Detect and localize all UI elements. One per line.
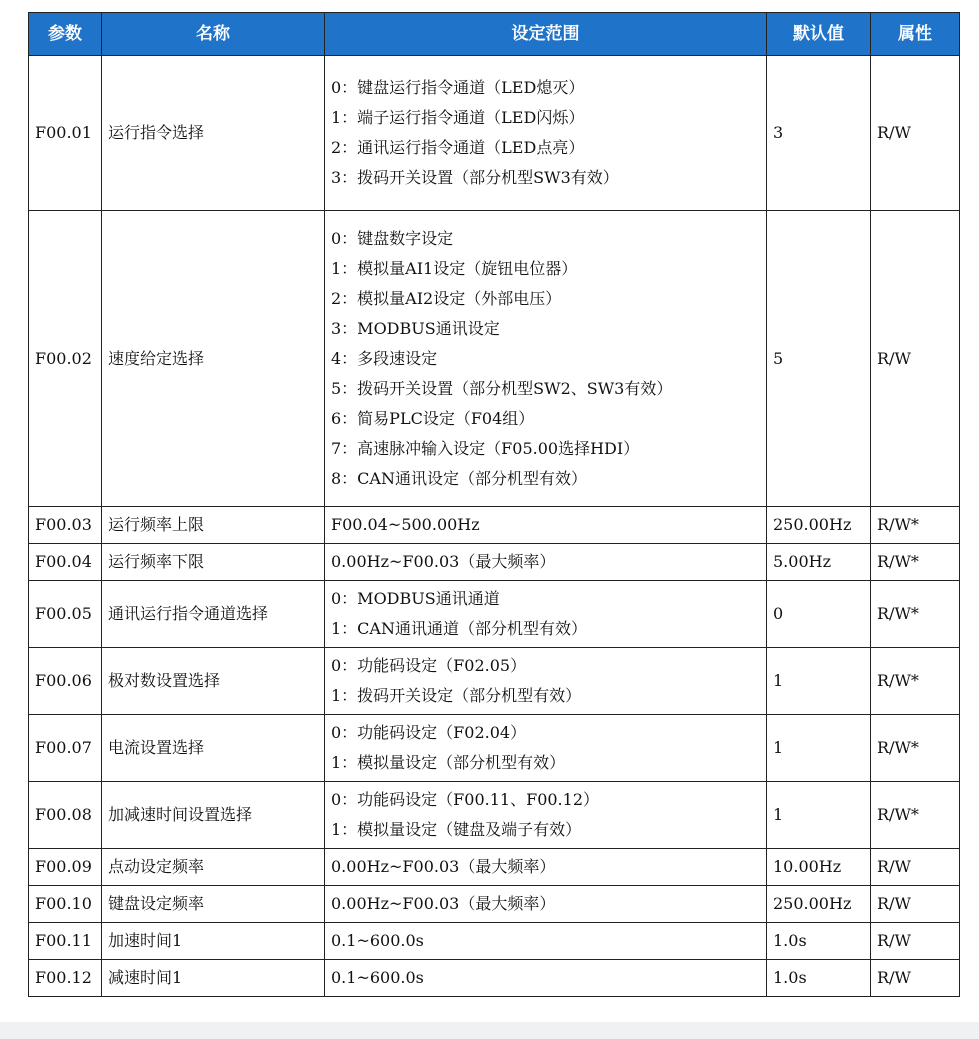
attribute-cell: R/W <box>871 923 960 960</box>
param-code-cell: F00.04 <box>29 544 102 581</box>
range-line: 0.1~600.0s <box>331 931 424 950</box>
default-value-cell: 5 <box>767 211 871 507</box>
range-line: 1：模拟量设定（键盘及端子有效） <box>331 820 582 839</box>
range-cell <box>325 849 767 886</box>
range-cell <box>325 544 767 581</box>
range-cell <box>325 782 767 849</box>
param-name-cell: 运行指令选择 <box>102 56 325 211</box>
table-row <box>29 960 960 997</box>
param-name-cell: 点动设定频率 <box>102 849 325 886</box>
range-line: 1：端子运行指令通道（LED闪烁） <box>331 108 585 127</box>
range-line: 4：多段速设定 <box>331 348 438 368</box>
attribute-cell: R/W <box>871 960 960 997</box>
range-line: 0.00Hz~F00.03（最大频率） <box>331 894 556 913</box>
table-row <box>29 544 960 581</box>
param-name-cell: 键盘设定频率 <box>102 886 325 923</box>
default-value-cell: 1 <box>767 648 871 715</box>
param-code-cell: F00.12 <box>29 960 102 997</box>
range-line: 0.00Hz~F00.03（最大频率） <box>331 857 556 876</box>
table-row <box>29 648 960 715</box>
param-name-cell: 减速时间1 <box>102 960 325 997</box>
range-line: 3：MODBUS通讯设定 <box>331 318 500 338</box>
default-value-cell: 1 <box>767 715 871 782</box>
attribute-cell: R/W* <box>871 507 960 544</box>
range-cell <box>325 648 767 715</box>
param-name-cell: 运行频率下限 <box>102 544 325 581</box>
range-cell <box>325 507 767 544</box>
range-cell <box>325 960 767 997</box>
table-row <box>29 849 960 886</box>
table-header-row <box>29 13 960 56</box>
header-attr: 属性 <box>871 13 960 56</box>
attribute-cell: R/W* <box>871 782 960 849</box>
param-code-cell: F00.05 <box>29 581 102 648</box>
table-body <box>29 56 960 997</box>
table-row <box>29 782 960 849</box>
range-line: 2：通讯运行指令通道（LED点亮） <box>331 138 585 157</box>
default-value-cell: 250.00Hz <box>767 507 871 544</box>
param-name-cell: 极对数设置选择 <box>102 648 325 715</box>
param-code-cell: F00.10 <box>29 886 102 923</box>
default-value-cell: 1.0s <box>767 960 871 997</box>
param-name-cell: 通讯运行指令通道选择 <box>102 581 325 648</box>
range-line: 1：拨码开关设定（部分机型有效） <box>331 686 582 705</box>
range-line: 0：键盘数字设定 <box>331 228 454 248</box>
range-cell <box>325 886 767 923</box>
page-bottom-fade <box>0 1022 979 1039</box>
param-code-cell: F00.03 <box>29 507 102 544</box>
param-name-cell: 速度给定选择 <box>102 211 325 507</box>
attribute-cell: R/W <box>871 849 960 886</box>
parameter-table-page <box>28 12 959 997</box>
table-row <box>29 507 960 544</box>
header-name: 名称 <box>102 13 325 56</box>
range-line: 0：MODBUS通讯通道 <box>331 589 500 608</box>
table-row <box>29 923 960 960</box>
table-row <box>29 715 960 782</box>
param-code-cell: F00.11 <box>29 923 102 960</box>
param-code-cell: F00.01 <box>29 56 102 211</box>
range-line: 1：CAN通讯通道（部分机型有效） <box>331 619 587 638</box>
range-line: 2：模拟量AI2设定（外部电压） <box>331 288 562 308</box>
range-cell <box>325 715 767 782</box>
param-code-cell: F00.07 <box>29 715 102 782</box>
param-name-cell: 电流设置选择 <box>102 715 325 782</box>
range-cell <box>325 923 767 960</box>
param-name-cell: 加减速时间设置选择 <box>102 782 325 849</box>
range-line: 5：拨码开关设置（部分机型SW2、SW3有效） <box>331 378 673 398</box>
default-value-cell: 5.00Hz <box>767 544 871 581</box>
param-code-cell: F00.09 <box>29 849 102 886</box>
attribute-cell: R/W* <box>871 648 960 715</box>
range-line: 0：功能码设定（F02.04） <box>331 723 527 742</box>
param-code-cell: F00.02 <box>29 211 102 507</box>
attribute-cell: R/W <box>871 56 960 211</box>
param-code-cell: F00.08 <box>29 782 102 849</box>
attribute-cell: R/W* <box>871 544 960 581</box>
range-line: 6：简易PLC设定（F04组） <box>331 408 535 428</box>
header-default: 默认值 <box>767 13 871 56</box>
range-line: 3：拨码开关设置（部分机型SW3有效） <box>331 168 619 187</box>
range-cell <box>325 581 767 648</box>
param-name-cell: 运行频率上限 <box>102 507 325 544</box>
default-value-cell: 10.00Hz <box>767 849 871 886</box>
attribute-cell: R/W <box>871 886 960 923</box>
range-line: F00.04~500.00Hz <box>331 515 480 534</box>
attribute-cell: R/W* <box>871 581 960 648</box>
range-line: 0：键盘运行指令通道（LED熄灭） <box>331 78 585 97</box>
header-param: 参数 <box>29 13 102 56</box>
range-line: 1：模拟量设定（部分机型有效） <box>331 753 566 772</box>
table-row <box>29 56 960 211</box>
range-line: 0：功能码设定（F00.11、F00.12） <box>331 790 599 809</box>
table-row <box>29 886 960 923</box>
range-line: 1：模拟量AI1设定（旋钮电位器） <box>331 258 578 278</box>
default-value-cell: 1.0s <box>767 923 871 960</box>
header-range: 设定范围 <box>325 13 767 56</box>
default-value-cell: 250.00Hz <box>767 886 871 923</box>
range-line: 8：CAN通讯设定（部分机型有效） <box>331 468 587 488</box>
default-value-cell: 3 <box>767 56 871 211</box>
range-line: 7：高速脉冲输入设定（F05.00选择HDI） <box>331 438 640 458</box>
range-line: 0：功能码设定（F02.05） <box>331 656 527 675</box>
default-value-cell: 1 <box>767 782 871 849</box>
range-cell <box>325 211 767 507</box>
range-line: 0.1~600.0s <box>331 968 424 987</box>
table-row <box>29 581 960 648</box>
range-line: 0.00Hz~F00.03（最大频率） <box>331 552 556 571</box>
param-name-cell: 加速时间1 <box>102 923 325 960</box>
default-value-cell: 0 <box>767 581 871 648</box>
parameter-table <box>28 12 960 997</box>
attribute-cell: R/W <box>871 211 960 507</box>
attribute-cell: R/W* <box>871 715 960 782</box>
range-cell <box>325 56 767 211</box>
param-code-cell: F00.06 <box>29 648 102 715</box>
table-row <box>29 211 960 507</box>
